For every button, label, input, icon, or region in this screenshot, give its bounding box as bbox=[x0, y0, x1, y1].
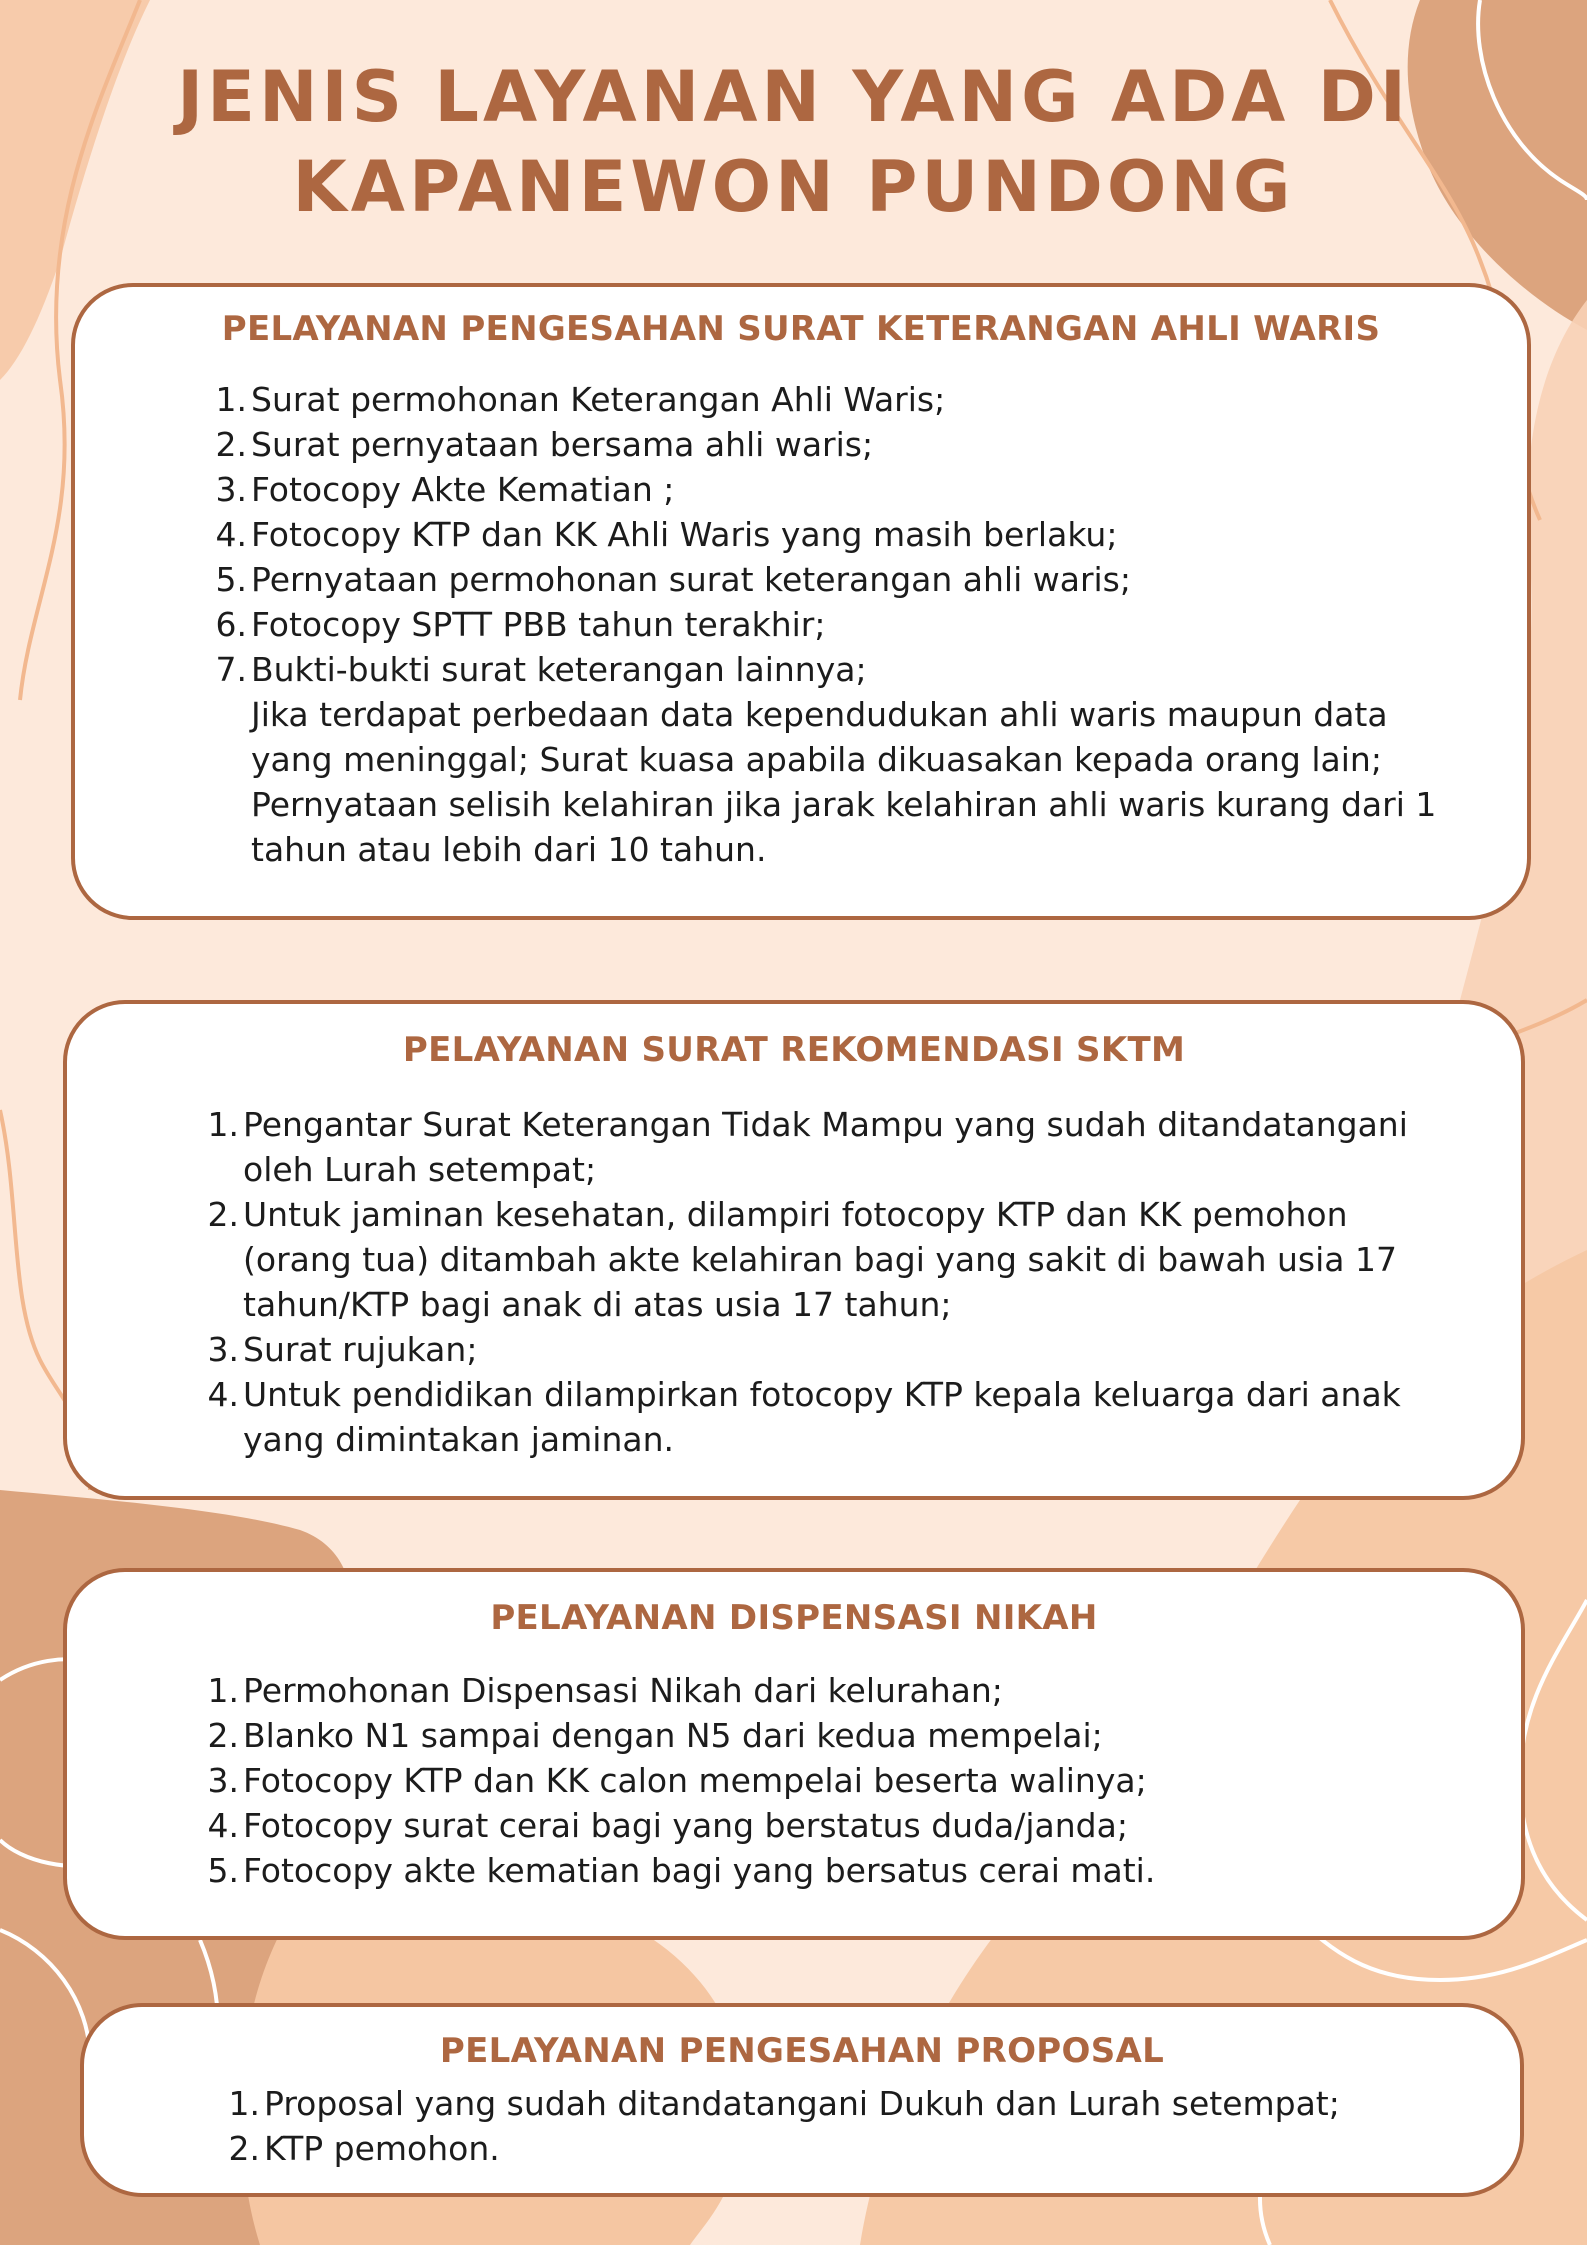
list-item: 2. Blanko N1 sampai dengan N5 dari kedua mempelai; bbox=[207, 1716, 1103, 1755]
list-item: 1. Proposal yang sudah ditandatangani Dukuh dan Lurah setempat; bbox=[228, 2084, 1340, 2123]
requirement-list bbox=[191, 1668, 1461, 1893]
section-heading: PELAYANAN DISPENSASI NIKAH bbox=[490, 1598, 1098, 1638]
list-item: 1. Permohonan Dispensasi Nikah dari kelurahan; bbox=[207, 1671, 1003, 1710]
list-item: 4. Untuk pendidikan dilampirkan fotocopy KTP kepala keluarga dari anak yang dimintakan jaminan. bbox=[207, 1375, 1401, 1459]
section-heading: PELAYANAN SURAT REKOMENDASI SKTM bbox=[402, 1030, 1186, 1070]
section-heading: PELAYANAN PENGESAHAN SURAT KETERANGAN AHLI WARIS bbox=[221, 309, 1381, 349]
list-item: 5. Fotocopy akte kematian bagi yang bersatus cerai mati. bbox=[207, 1851, 1156, 1890]
page-title-line-1: JENIS LAYANAN YANG ADA DI bbox=[177, 56, 1410, 138]
section-card-dispensasi-nikah bbox=[63, 1568, 1525, 1940]
note-paragraph: Pernyataan selisih kelahiran jika jarak kelahiran ahli waris kurang dari 1 tahun atau lebih dari 10 tahun. bbox=[251, 785, 1437, 869]
list-item: 2. KTP pemohon. bbox=[228, 2129, 500, 2168]
requirement-list bbox=[212, 2081, 1460, 2171]
list-item: 3. Fotocopy KTP dan KK calon mempelai beserta walinya; bbox=[207, 1761, 1147, 1800]
list-item: 6. Fotocopy SPTT PBB tahun terakhir; bbox=[215, 605, 826, 644]
requirement-list bbox=[199, 377, 1467, 692]
section-card-proposal bbox=[80, 2003, 1524, 2197]
section-heading: PELAYANAN PENGESAHAN PROPOSAL bbox=[439, 2031, 1165, 2071]
list-item: 2. Surat pernyataan bersama ahli waris; bbox=[215, 425, 874, 464]
requirement-list bbox=[191, 1102, 1461, 1462]
list-item: 3. Fotocopy Akte Kematian ; bbox=[215, 470, 675, 509]
list-item: 5. Pernyataan permohonan surat keterangan ahli waris; bbox=[215, 560, 1131, 599]
list-item: 1. Pengantar Surat Keterangan Tidak Mampu yang sudah ditandatangani oleh Lurah setempat; bbox=[207, 1105, 1408, 1189]
section-card-sktm bbox=[63, 1000, 1525, 1500]
page-title-line-2: KAPANEWON PUNDONG bbox=[292, 146, 1295, 228]
list-item: 2. Untuk jaminan kesehatan, dilampiri fotocopy KTP dan KK pemohon (orang tua) ditambah akte kelahiran bagi yang sakit di bawah usia 17 tahun/KTP bagi anak di atas usia 17 tahun; bbox=[207, 1195, 1397, 1324]
list-item: 4. Fotocopy KTP dan KK Ahli Waris yang masih berlaku; bbox=[215, 515, 1118, 554]
list-item: 7. Bukti-bukti surat keterangan lainnya; bbox=[215, 650, 867, 689]
list-item: 4. Fotocopy surat cerai bagi yang berstatus duda/janda; bbox=[207, 1806, 1128, 1845]
section-card-ahli-waris bbox=[71, 283, 1531, 920]
page-title bbox=[0, 52, 1587, 232]
note-paragraph: Jika terdapat perbedaan data kependudukan ahli waris maupun data yang meninggal; Surat kuasa apabila dikuasakan kepada orang lain; bbox=[251, 695, 1388, 779]
list-item: 3. Surat rujukan; bbox=[207, 1330, 478, 1369]
list-item: 1. Surat permohonan Keterangan Ahli Waris; bbox=[215, 380, 946, 419]
